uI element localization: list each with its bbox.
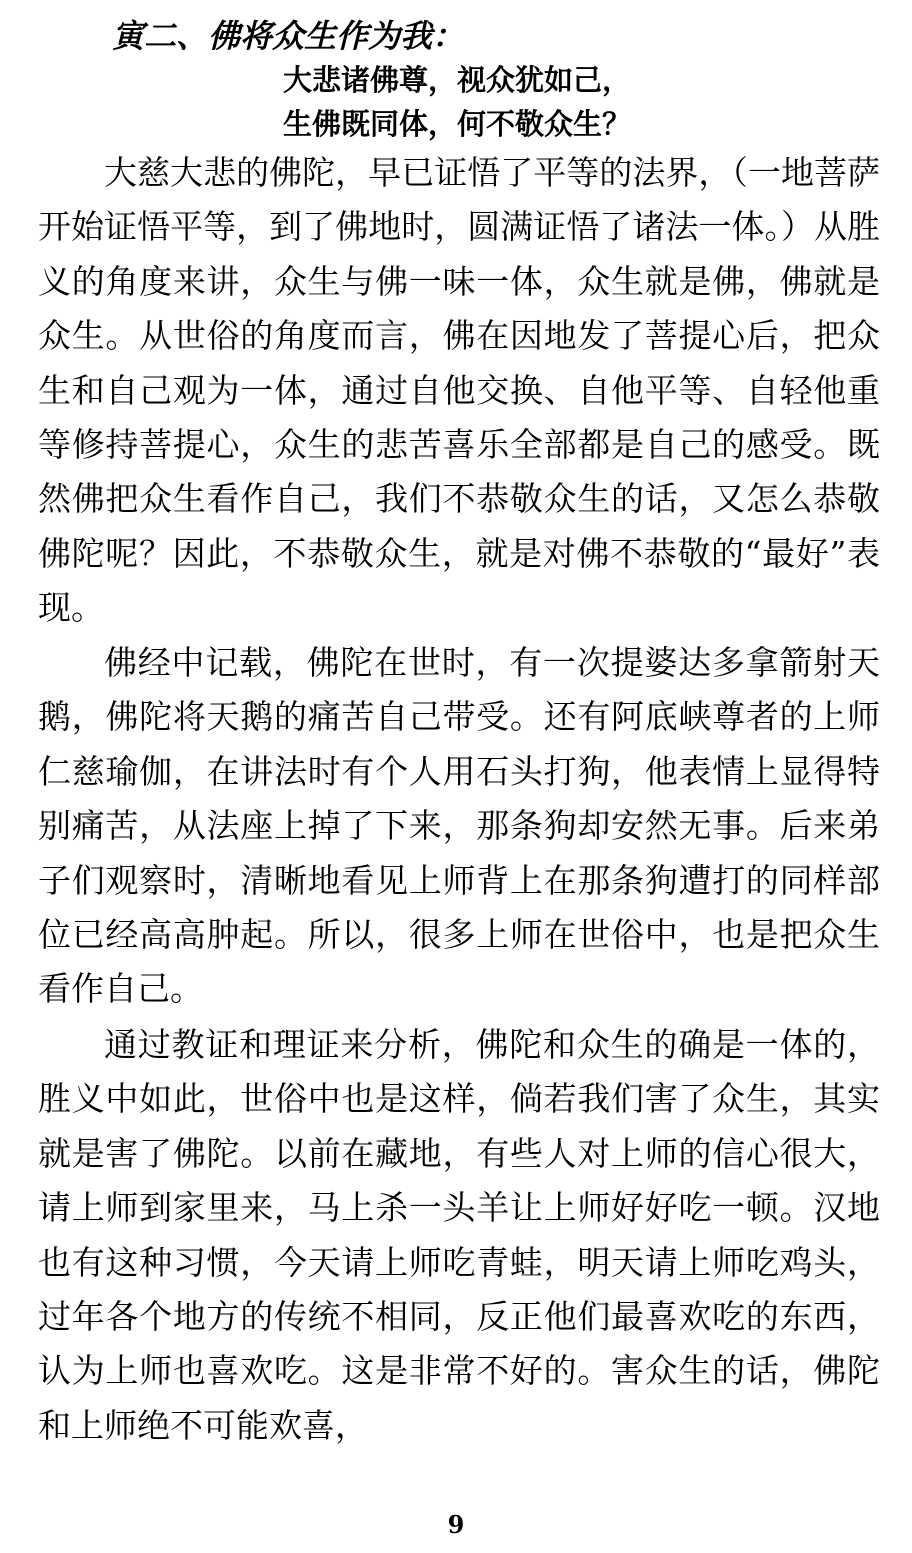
paragraph-2: 佛经中记载，佛陀在世时，有一次提婆达多拿箭射天鹅，佛陀将天鹅的痛苦自己带受。还有阿底峡尊者的上师仁慈瑜伽，在讲法时有个人用石头打狗，他表情上显得特别痛苦，从法座上掉了下来，那条狗却安然无事。后来弟子们观察时，清晰地看见上师背上在那条狗遭打的同样部位已经高高肿起。所以，很多上师在世俗中，也是把众生看作自己。 [38, 643, 880, 1009]
verse-line-2: 生佛既同体，何不敬众生？ [283, 107, 632, 141]
paragraph-3: 通过教证和理证来分析，佛陀和众生的确是一体的，胜义中如此，世俗中也是这样，倘若我们害了众生，其实就是害了佛陀。以前在藏地，有些人对上师的信心很大，请上师到家里来，马上杀一头羊让上师好好吃一顿。汉地也有这种习惯，今天请上师吃青蛙，明天请上师吃鸡头，过年各个地方的传统不相同，反正他们最喜欢吃的东西，认为上师也喜欢吃。这是非常不好的。害众生的话，佛陀和上师绝不可能欢喜， [38, 1025, 880, 1445]
verse-line-1: 大悲诸佛尊，视众犹如己， [283, 63, 632, 97]
section-heading: 寅二、佛将众生作为我： [112, 17, 465, 55]
paragraph-1: 大慈大悲的佛陀，早已证悟了平等的法界，（一地菩萨开始证悟平等，到了佛地时，圆满证悟了诸法一体。）从胜义的角度来讲，众生与佛一味一体，众生就是佛，佛就是众生。从世俗的角度而言，佛在因地发了菩提心后，把众生和自己观为一体，通过自他交换、自他平等、自轻他重等修持菩提心，众生的悲苦喜乐全部都是自己的感受。既然佛把众生看作自己，我们不恭敬众生的话，又怎么恭敬佛陀呢？因此，不恭敬众生，就是对佛不恭敬的“最好”表现。 [38, 153, 880, 628]
page-number: 9 [447, 1510, 465, 1539]
